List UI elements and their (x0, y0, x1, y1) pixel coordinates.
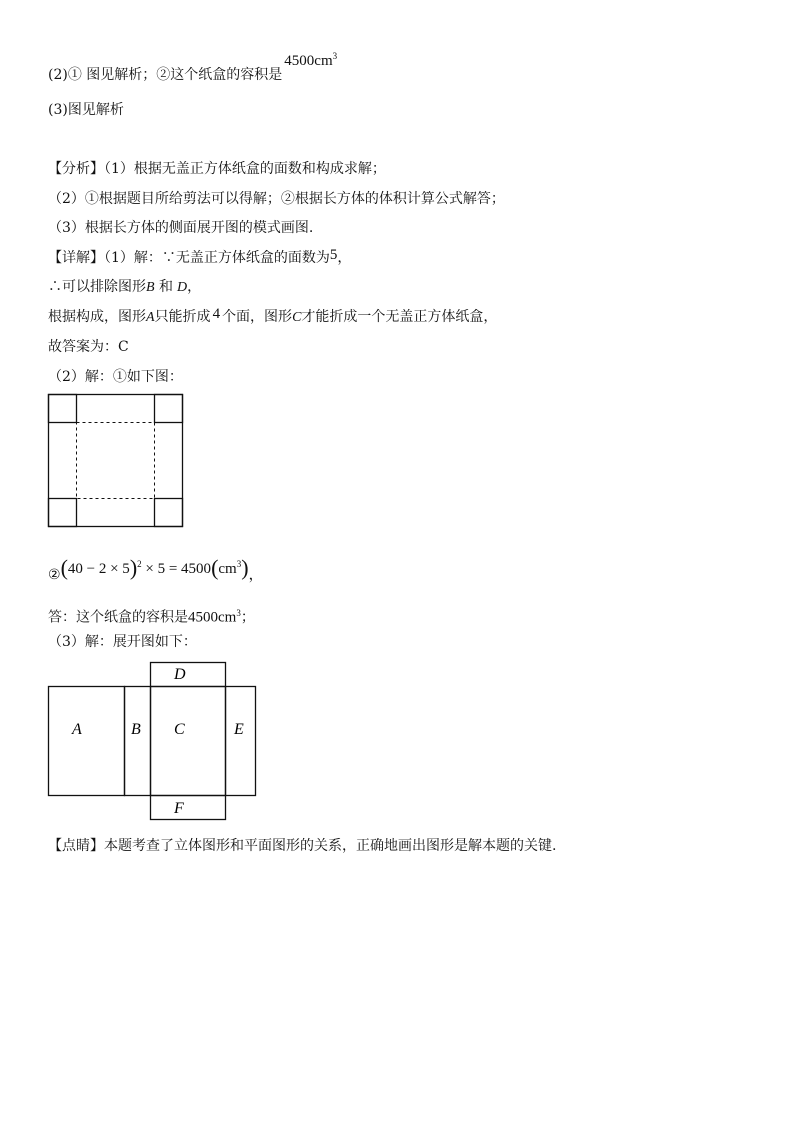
cuboid-net-diagram (47, 661, 259, 823)
face-b (125, 687, 151, 796)
analysis-heading (48, 159, 386, 179)
analysis-line-2: （2）①根据题目所给剪法可以得解；②根据长方体的体积计算公式解答； (48, 191, 505, 207)
corner-cut-top-left (49, 395, 77, 423)
net-label-c: C (174, 721, 185, 738)
detail-tag: 【详解】 (48, 250, 104, 266)
face-e (226, 687, 256, 796)
answer-line-3: (3)图见解析 (48, 102, 124, 118)
net-label-b: B (131, 721, 141, 738)
net-label-a: A (72, 721, 82, 738)
face-d (151, 663, 226, 687)
volume-answer-line: 答：这个纸盒的容积是$4500cm^3$； (48, 608, 255, 626)
face-c (151, 687, 226, 796)
box-cut-diagram (47, 393, 187, 529)
corner-cut-bottom-left (49, 499, 77, 527)
net-label-e: E (234, 721, 244, 738)
detail-line-2: ∴可以排除图形B 和 D， (48, 279, 202, 295)
corner-cut-top-right (155, 395, 183, 423)
fold-lines-dashed (77, 423, 155, 499)
answer-2-text: (2)① 图见解析；②这个纸盒的容积是 (48, 67, 283, 83)
comment-line (48, 836, 556, 856)
detail-answer-line: 故答案为：C (48, 339, 129, 355)
net-label-f: F (174, 800, 184, 817)
answer-line-2 (48, 51, 338, 85)
analysis-text: （1）根据无盖正方体纸盒的面数和构成求解； (104, 161, 386, 177)
corner-cut-bottom-right (155, 499, 183, 527)
comment-text: 本题考查了立体图形和平面图形的关系，正确地画出图形是解本题的关键. (104, 838, 557, 854)
face-a (49, 687, 125, 796)
analysis-line-3: （3）根据长方体的侧面展开图的模式画图. (48, 220, 314, 236)
detail-heading: 【详解】（1）解：∵无盖正方体纸盒的面数为5， (48, 247, 352, 266)
face-f (151, 796, 226, 820)
detail-line-3: 根据构成，图形A只能折成 4 个面，图形C才能折成一个无盖正方体纸盒， (48, 306, 498, 325)
part-3-solution-line: （3）解：展开图如下： (48, 634, 197, 650)
comment-tag: 【点睛】 (48, 838, 104, 854)
volume-equation: ②(40 − $2 \times 5)^2 \times 5 = 4500(cm^3)$， (48, 555, 264, 583)
net-label-d: D (174, 666, 186, 683)
square-sheet-outline (49, 395, 183, 527)
analysis-tag: 【分析】 (48, 161, 104, 177)
volume-value: $4500cm^3$ (284, 51, 338, 69)
part-2-solution-line: （2）解：①如下图： (48, 369, 183, 385)
